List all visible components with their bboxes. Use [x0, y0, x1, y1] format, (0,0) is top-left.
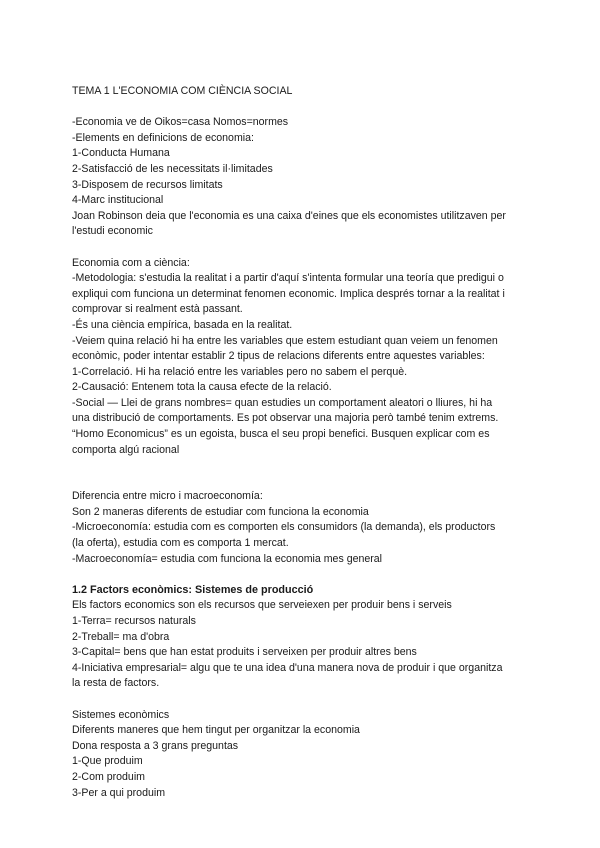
text-line: -Economia ve de Oikos=casa Nomos=normes — [72, 116, 289, 129]
text-line: Diferents maneres que hem tingut per organitzar la economia — [72, 724, 360, 737]
block-factors — [72, 598, 540, 692]
text-line: la resta de factors. — [72, 677, 160, 690]
text-line: comporta algú racional — [72, 443, 180, 456]
block-micro-macro — [72, 489, 540, 567]
text-line: 4-Marc institucional — [72, 194, 164, 207]
text-line: 2-Com produim — [72, 770, 146, 783]
text-line: 1-Correlació. Hi ha relació entre les variables pero no sabem el perquè. — [72, 365, 408, 378]
text-line: comprovar si realment està passant. — [72, 303, 243, 316]
text-line: -És una ciència empírica, basada en la realitat. — [72, 318, 293, 331]
text-line: -Social — Llei de grans nombres= quan estudies un comportament aleatori o lliures, hi ha — [72, 396, 493, 409]
text-line: 2-Satisfacció de les necessitats il·limitades — [72, 162, 273, 175]
text-line: una distribució de comportaments. Es pot observar una majoria però també tenim extrems. — [72, 412, 499, 425]
text-line: -Macroeconomía= estudia com funciona la economia mes general — [72, 552, 383, 565]
text-line: 4-Iniciativa empresarial= algu que te una idea d'una manera nova de produir i que organitza — [72, 661, 503, 674]
text-line: (la oferta), estudia com es comporta 1 mercat. — [72, 537, 289, 550]
text-line: Son 2 maneras diferents de estudiar com funciona la economia — [72, 505, 369, 518]
text-line: 2-Treball= ma d'obra — [72, 630, 170, 643]
text-line: Economia com a ciència: — [72, 256, 190, 269]
text-line: Diferencia entre micro i macroeconomía: — [72, 490, 263, 503]
text-line: 2-Causació: Entenem tota la causa efecte de la relació. — [72, 381, 332, 394]
text-line: 1-Que produim — [72, 755, 143, 768]
text-line: Sistemes econòmics — [72, 708, 170, 721]
text-line: -Microeconomía: estudia com es comporten els consumidors (la demanda), els productors — [72, 521, 496, 534]
text-line: -Elements en definicions de economia: — [72, 131, 254, 144]
text-line: 3-Capital= bens que han estat produits i serveixen per produir altres bens — [72, 646, 417, 659]
text-line: -Metodologia: s'estudia la realitat i a partir d'aquí s'intenta formular una teoría que predigui o — [72, 272, 504, 285]
document-title: TEMA 1 L'ECONOMIA COM CIÈNCIA SOCIAL — [72, 85, 293, 97]
text-line: -Veiem quina relació hi ha entre les variables que estem estudiant quan veiem un fenomen — [72, 334, 498, 347]
text-line: l'estudi economic — [72, 225, 153, 238]
text-line: “Homo Economicus” es un egoista, busca el seu propi benefici. Busquen explicar com es — [72, 428, 490, 441]
block-definitions — [72, 115, 540, 240]
text-line: econòmic, poder intentar establir 2 tipus de relacions diferents entre aquestes variables: — [72, 350, 485, 363]
text-line: 3-Disposem de recursos limitats — [72, 178, 223, 191]
text-line: 1-Conducta Humana — [72, 147, 170, 160]
section-heading: 1.2 Factors econòmics: Sistemes de producció — [72, 583, 314, 596]
text-line: Dona resposta a 3 grans preguntas — [72, 739, 239, 752]
block-systems — [72, 708, 540, 802]
text-line: 3-Per a qui produim — [72, 786, 166, 799]
text-line: expliqui com funciona un determinat fenomen economic. Implica després tornar a la realitat i — [72, 287, 505, 300]
text-line: 1-Terra= recursos naturals — [72, 615, 196, 627]
block-science — [72, 256, 540, 459]
text-line: Joan Robinson deia que l'economia es una caixa d'eines que els economistes utilitzaven per — [72, 209, 506, 222]
text-line: Els factors economics son els recursos que serveiexen per produir bens i serveis — [72, 599, 452, 612]
